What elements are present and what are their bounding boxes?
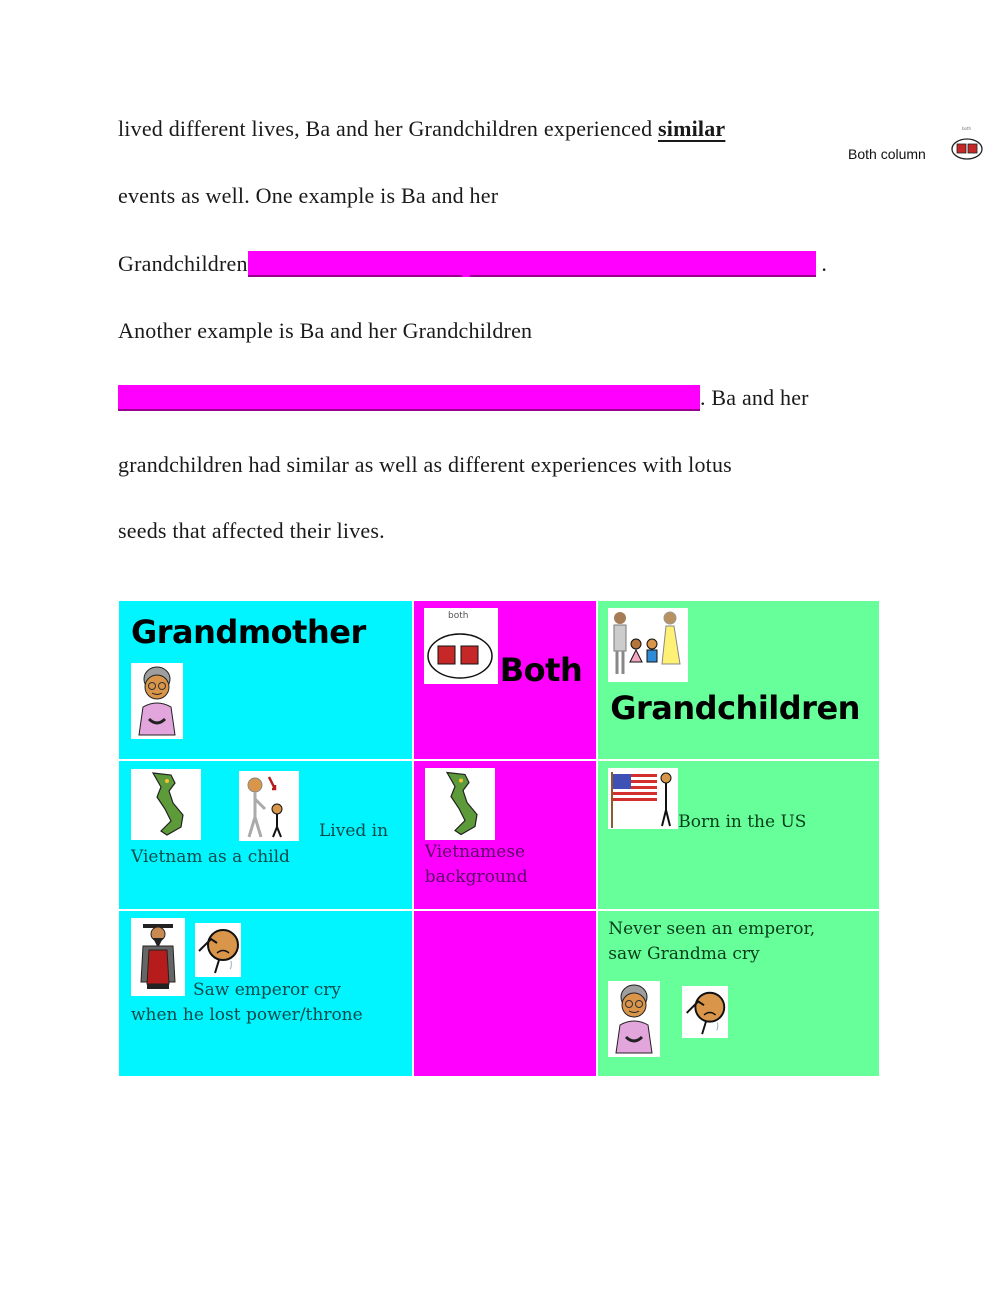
us-flag-person-icon [608, 768, 678, 829]
header-both [414, 601, 596, 759]
vietnam-map-icon [131, 769, 201, 840]
cell-text-line: saw Grandma cry [608, 944, 760, 964]
paragraph-text: Grandchildren [118, 251, 248, 276]
cell-grandchildren-row1 [598, 761, 879, 909]
crying-face-icon [195, 923, 241, 977]
cell-both-row2 [414, 911, 596, 1076]
grandmother-icon [131, 663, 183, 739]
fill-in-blank-2[interactable] [118, 385, 700, 411]
cell-text-line: Vietnamese [424, 842, 526, 862]
header-both-label: Both [499, 651, 583, 689]
cell-text-line: Never seen an emperor, [608, 919, 816, 939]
cell-text: Born in the US [678, 812, 807, 832]
family-icon [608, 608, 688, 682]
svg-text:both: both [447, 611, 469, 621]
paragraph-text: . [815, 251, 828, 276]
paragraph-text: lived different lives, Ba and her Grandchildren experienced [118, 116, 658, 141]
cell-grandmother-row1 [119, 761, 412, 909]
table-row [119, 761, 879, 909]
margin-note-label: Both column [848, 146, 926, 162]
both-symbol-icon [950, 124, 986, 164]
cell-text-line: Lived in [319, 821, 389, 841]
comparison-table [117, 599, 881, 1078]
paragraph-line-1 [118, 116, 725, 142]
cell-grandchildren-row2 [598, 911, 879, 1076]
fill-in-blank-1[interactable] [248, 251, 816, 277]
cell-both-row1 [414, 761, 596, 909]
paragraph-line-2: events as well. One example is Ba and her [118, 183, 499, 208]
header-grandchildren-label: Grandchildren [610, 689, 860, 727]
paragraph-line-6: grandchildren had similar as well as different experiences with lotus [118, 452, 732, 477]
paragraph-line-5 [118, 385, 809, 411]
paragraph-line-3 [118, 251, 827, 277]
vietnam-map-icon [425, 768, 495, 840]
header-grandmother-label: Grandmother [131, 613, 366, 651]
svg-text:both: both [962, 126, 972, 131]
grandmother-icon [608, 981, 660, 1057]
header-grandmother [119, 601, 412, 759]
emphasis-similar: similar [658, 116, 726, 141]
both-symbol-icon [424, 608, 498, 684]
table-row [119, 911, 879, 1076]
adult-child-icon [239, 771, 299, 841]
cell-grandmother-row2 [119, 911, 412, 1076]
paragraph-text: . Ba and her [700, 385, 809, 410]
cell-text-line: background [424, 867, 528, 887]
header-grandchildren [598, 601, 879, 759]
header-row [119, 601, 879, 759]
paragraph-line-4: Another example is Ba and her Grandchildren [118, 318, 533, 343]
paragraph-line-7: seeds that affected their lives. [118, 518, 385, 543]
emperor-icon [131, 918, 185, 996]
cell-text-line: when he lost power/throne [131, 1005, 363, 1025]
crying-face-icon [682, 986, 728, 1038]
cell-text-line: Saw emperor cry [193, 980, 342, 1000]
cell-text-line: Vietnam as a child [131, 847, 290, 867]
